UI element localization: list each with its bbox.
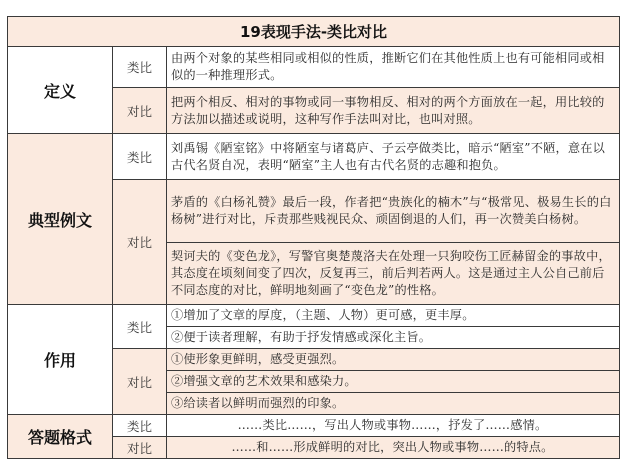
definition-contrast-label: 对比 <box>113 88 167 134</box>
section-effect-label: 作用 <box>8 305 113 415</box>
examples-contrast-item: 茅盾的《白杨礼赞》最后一段，作者把“贵族化的楠木”与“极常见、极易生长的白杨树”进行对比，斥责那些贱视民众、顽固倒退的人们，再一次赞美白杨树。 <box>167 180 620 243</box>
answer-analogy-label: 类比 <box>113 415 167 437</box>
answer-contrast-text: ……和……形成鲜明的对比，突出人物或事物……的特点。 <box>167 437 620 459</box>
answer-contrast-label: 对比 <box>113 437 167 459</box>
section-examples-label: 典型例文 <box>8 134 113 305</box>
table-title: 19表现手法-类比对比 <box>8 17 620 47</box>
effect-contrast-item: ①使形象更鲜明，感受更强烈。 <box>167 349 620 371</box>
definition-contrast-text: 把两个相反、相对的事物或同一事物相反、相对的两个方面放在一起，用比较的方法加以描述或说明，这种写作手法叫对比，也叫对照。 <box>167 88 620 134</box>
section-definition-label: 定义 <box>8 47 113 134</box>
effect-analogy-item: ②便于读者理解，有助于抒发情感或深化主旨。 <box>167 327 620 349</box>
section-answer-format-label: 答题格式 <box>8 415 113 459</box>
definition-analogy-label: 类比 <box>113 47 167 88</box>
answer-analogy-text: ……类比……，写出人物或事物……，抒发了……感情。 <box>167 415 620 437</box>
effect-contrast-item: ②增强文章的艺术效果和感染力。 <box>167 371 620 393</box>
effect-contrast-label: 对比 <box>113 349 167 415</box>
examples-contrast-label: 对比 <box>113 180 167 305</box>
effect-analogy-label: 类比 <box>113 305 167 349</box>
effect-analogy-item: ①增加了文章的厚度，（主题、人物）更可感，更丰厚。 <box>167 305 620 327</box>
examples-contrast-item: 契诃夫的《变色龙》，写警官奥楚蔑洛夫在处理一只狗咬伤工匠赫留金的事故中，其态度在顷刻间变了四次，反复再三，前后判若两人。这是通过主人公自己前后不同态度的对比，鲜明地刻画了“变色龙”的性格。 <box>167 243 620 305</box>
definition-analogy-text: 由两个对象的某些相同或相似的性质，推断它们在其他性质上也有可能相同或相似的一种推理形式。 <box>167 47 620 88</box>
effect-contrast-item: ③给读者以鲜明而强烈的印象。 <box>167 393 620 415</box>
examples-analogy-text: 刘禹锡《陋室铭》中将陋室与诸葛庐、子云亭做类比，暗示“陋室”不陋，意在以古代名贤自况，表明“陋室”主人也有古代名贤的志趣和抱负。 <box>167 134 620 180</box>
summary-table <box>7 16 620 459</box>
examples-analogy-label: 类比 <box>113 134 167 180</box>
